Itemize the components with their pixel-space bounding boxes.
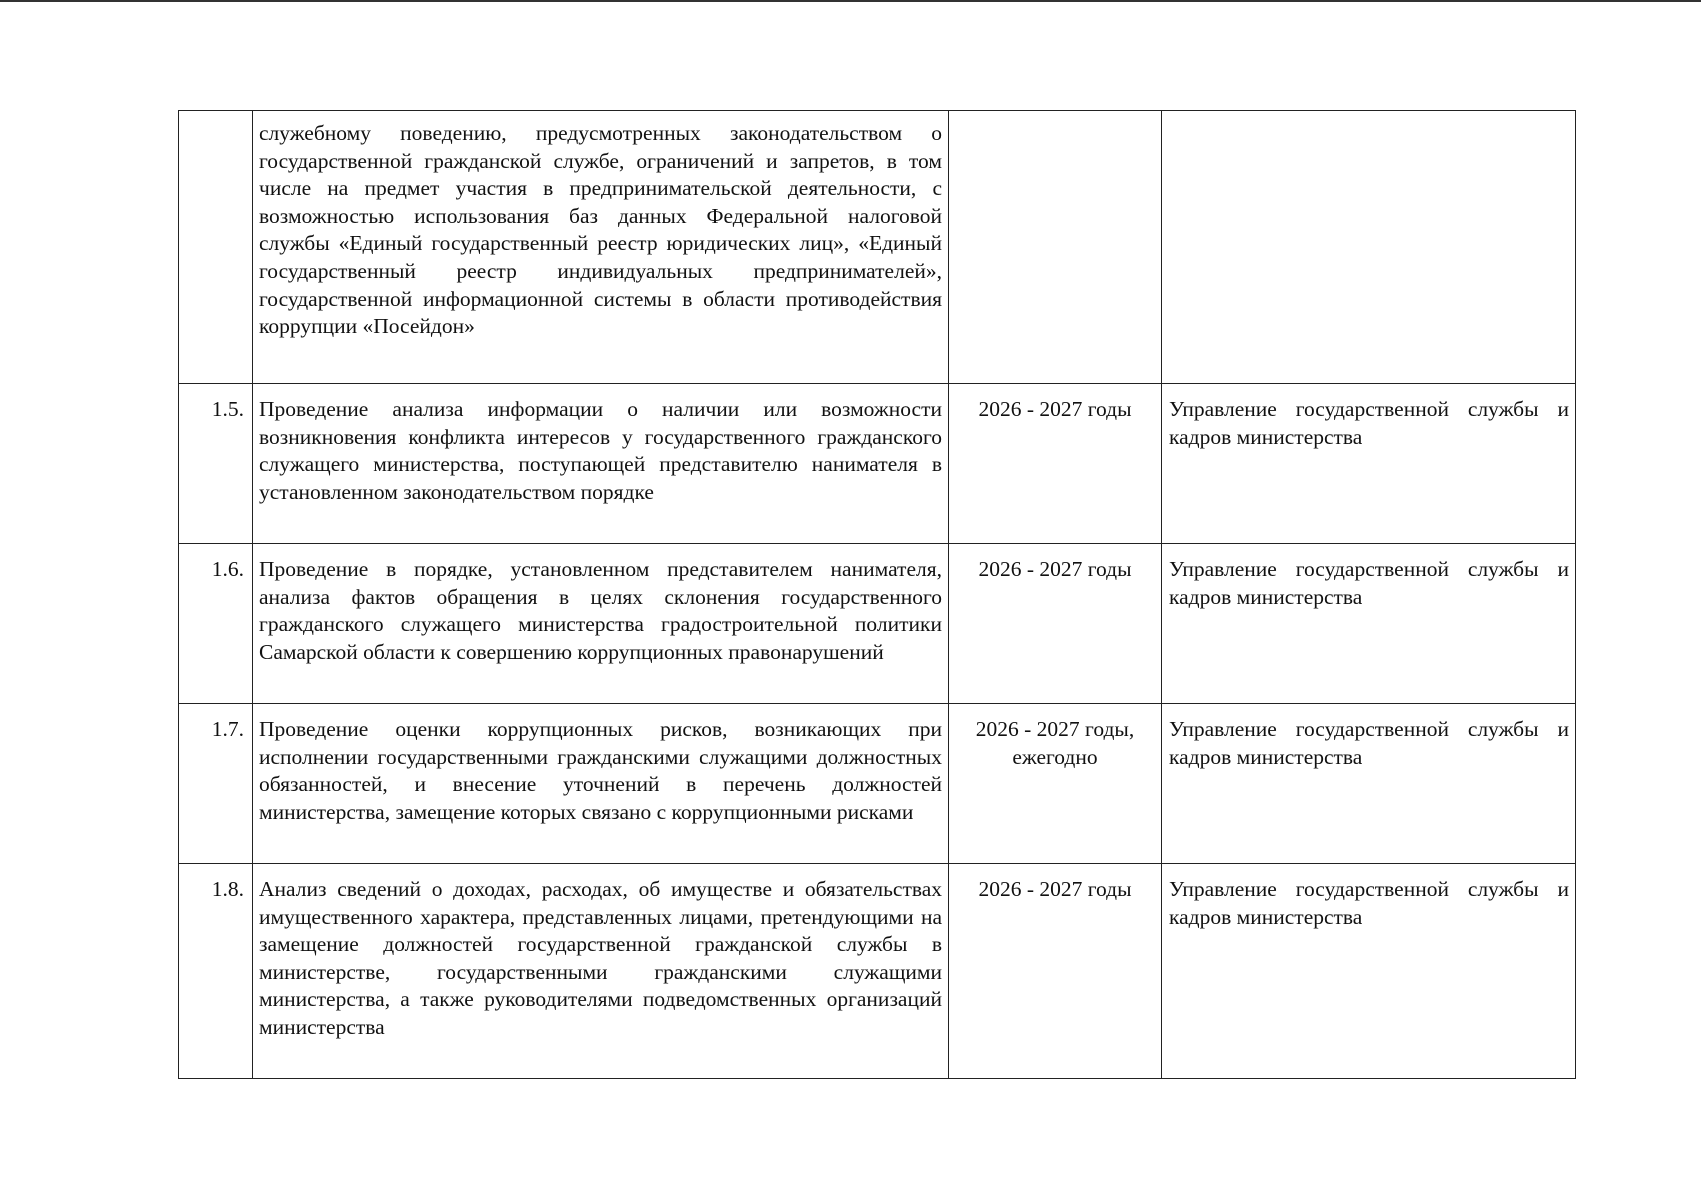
row-number — [179, 111, 253, 384]
term-cell: 2026 - 2027 годы, ежегодно — [949, 704, 1162, 864]
measure-text: Анализ сведений о доходах, расходах, об имуществе и обязательствах имущественного характера, представленных лицами, претендующими на замещение должностей государственной гражданской службы в министерстве, государственными гражданскими служащими министерства, а также руководителями подведомственных организаций министерства — [253, 864, 949, 1079]
measure-text: Проведение в порядке, установленном представителем нанимателя, анализа фактов обращения в целях склонения государственного гражданского служащего министерства градостроительной политики Самарской области к совершению коррупционных правонарушений — [253, 544, 949, 704]
measures-table — [178, 110, 1576, 1079]
responsible-cell — [1162, 111, 1576, 384]
term-cell: 2026 - 2027 годы — [949, 384, 1162, 544]
row-number: 1.5. — [179, 384, 253, 544]
term-cell: 2026 - 2027 годы — [949, 864, 1162, 1079]
measure-text: Проведение анализа информации о наличии или возможности возникновения конфликта интересов у государственного гражданского служащего министерства, поступающей представителю нанимателя в установленном законодательством порядке — [253, 384, 949, 544]
responsible-cell: Управление государственной службы и кадров министерства — [1162, 384, 1576, 544]
table-row — [179, 544, 1576, 704]
term-cell — [949, 111, 1162, 384]
responsible-cell: Управление государственной службы и кадров министерства — [1162, 704, 1576, 864]
measure-text: служебному поведению, предусмотренных законодательством о государственной гражданской службе, ограничений и запретов, в том числе на предмет участия в предпринимательской деятельности, с возможностью использования баз данных Федеральной налоговой службы «Единый государственный реестр юридических лиц», «Единый государственный реестр индивидуальных предпринимателей», государственной информационной системы в области противодействия коррупции «Посейдон» — [253, 111, 949, 384]
row-number: 1.7. — [179, 704, 253, 864]
responsible-cell: Управление государственной службы и кадров министерства — [1162, 864, 1576, 1079]
table-row — [179, 704, 1576, 864]
table-row — [179, 384, 1576, 544]
row-number: 1.6. — [179, 544, 253, 704]
measure-text: Проведение оценки коррупционных рисков, возникающих при исполнении государственными гражданскими служащими должностных обязанностей, и внесение уточнений в перечень должностей министерства, замещение которых связано с коррупционными рисками — [253, 704, 949, 864]
table-row — [179, 864, 1576, 1079]
row-number: 1.8. — [179, 864, 253, 1079]
responsible-cell: Управление государственной службы и кадров министерства — [1162, 544, 1576, 704]
page-top-edge — [0, 0, 1701, 2]
term-cell: 2026 - 2027 годы — [949, 544, 1162, 704]
table-row — [179, 111, 1576, 384]
